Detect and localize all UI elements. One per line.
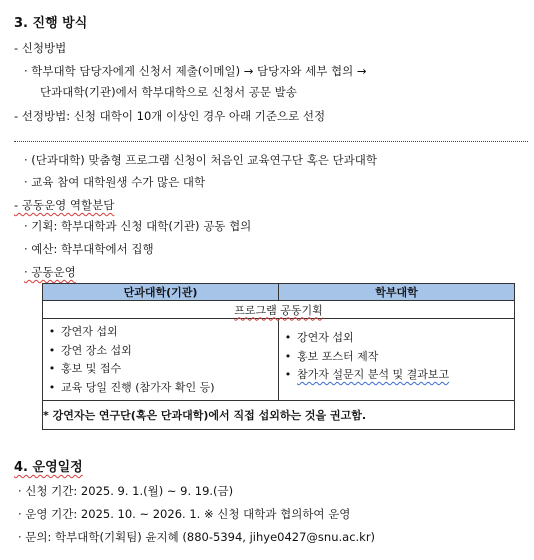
bullet-icon: • [48,380,56,394]
page-break-divider [14,141,528,142]
role-budget: · 예산: 학부대학에서 집행 [24,242,154,256]
list-item [279,329,514,348]
list-item [43,360,278,379]
contact-info: · 문의: 학부대학(기획팀) 윤지혜 (880-5394, jihye0427@snu.ac.kr) [18,530,376,544]
college-duties-list [43,323,278,397]
shared-planning-label: 프로그램 공동기획 [234,303,323,317]
selection-method-heading: - 선정방법: 신청 대학이 10개 이상인 경우 아래 기준으로 선정 [14,109,326,123]
selection-criterion-1: · (단과대학) 맞춤형 프로그램 신청이 처음인 교육연구단 혹은 단과대학 [24,153,377,167]
list-item [43,379,278,398]
list-item-text: 홍보 포스터 제작 [297,349,379,363]
bullet-icon: • [48,362,56,375]
selection-criterion-2: · 교육 참여 대학원생 수가 많은 대학 [24,175,206,189]
table-shared-planning [43,301,515,319]
list-item [279,366,514,385]
apply-method-line-2: 단과대학(기관)에서 학부대학으로 신청서 공문 발송 [40,85,297,99]
role-joint-operation: · 공동운영 [24,265,76,279]
bullet-icon: • [284,331,292,344]
list-item-text: 교육 당일 진행 (참가자 확인 등) [61,380,215,394]
application-period: · 신청 기간: 2025. 9. 1.(월) ~ 9. 19.(금) [18,484,234,498]
bullet-icon: • [284,349,292,363]
list-item [43,323,278,342]
bullet-icon: • [48,325,56,338]
role-planning: · 기획: 학부대학과 신청 대학(기관) 공동 협의 [24,219,252,233]
operation-period: · 운영 기간: 2025. 10. ~ 2026. 1. ※ 신청 대학과 협의하여 운영 [18,507,351,521]
apply-method-line-1: · 학부대학 담당자에게 신청서 제출(이메일) → 담당자와 세부 협의 → [24,64,367,78]
bullet-icon: • [284,368,292,381]
list-item-text: 강연 장소 섭외 [61,343,132,357]
roles-table [42,283,515,430]
list-item-text: 참가자 설문지 분석 및 결과보고 [297,368,450,381]
roles-heading: - 공동운영 역할분담 [14,198,115,212]
table-note: * 강연자는 연구단(혹은 단과대학)에서 직접 섭외하는 것을 권고함. [43,401,515,430]
list-item [43,342,278,361]
bullet-icon: • [48,343,56,357]
table-header-undergrad: 학부대학 [279,284,515,301]
list-item-text: 강연자 섭외 [297,331,354,344]
list-item [279,348,514,367]
table-header-college: 단과대학(기관) [43,284,279,301]
undergrad-duties-cell [279,319,515,401]
apply-method-heading: - 신청방법 [14,41,67,55]
section-4-title: 4. 운영일정 [14,460,83,475]
college-duties-cell [43,319,279,401]
section-3-title: 3. 진행 방식 [14,16,88,31]
undergrad-duties-list [279,329,514,385]
list-item-text: 강연자 섭외 [61,325,118,338]
list-item-text: 홍보 및 접수 [61,362,122,375]
